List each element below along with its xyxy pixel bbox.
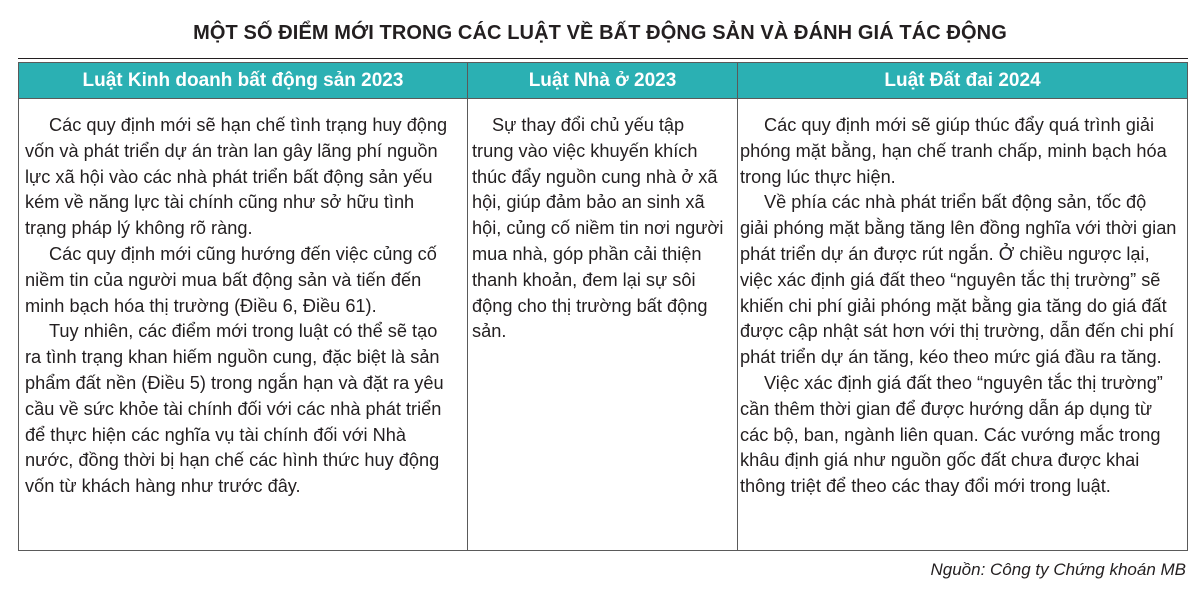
source-note: Nguồn: Công ty Chứng khoán MB [930, 560, 1186, 579]
table-title: MỘT SỐ ĐIỂM MỚI TRONG CÁC LUẬT VỀ BẤT ĐỘNG SẢN VÀ ĐÁNH GIÁ TÁC ĐỘNG [193, 22, 1007, 44]
column-body [738, 99, 1187, 500]
paragraph: Các quy định mới cũng hướng đến việc củng cố niềm tin của người mua bất động sản và tiến đến minh bạch hóa thị trường (Điều 6, Điều 61). [25, 243, 437, 316]
column-housing-law [467, 63, 737, 550]
column-header: Luật Nhà ở 2023 [468, 63, 737, 99]
paragraph: Tuy nhiên, các điểm mới trong luật có thể sẽ tạo ra tình trạng khan hiếm nguồn cung, đặc biệt là sản phẩm đất nền (Điều 5) trong ngắn hạn và đặt ra yêu cầu về sức khỏe tài chính đối với các nhà phát triển để thực hiện các nghĩa vụ tài chính đối với Nhà nước, đồng thời bị hạn chế các hình thức huy động vốn từ khách hàng như trước đây. [25, 321, 444, 497]
paragraph: Việc xác định giá đất theo “nguyên tắc thị trường” cần thêm thời gian để được hướng dẫn áp dụng từ các bộ, ban, ngành liên quan. Các vướng mắc trong khâu định giá như nguồn gốc đất chưa được khai thông triệt để theo các thay đổi mới trong luật. [740, 372, 1163, 497]
paragraph: Các quy định mới sẽ giúp thúc đẩy quá trình giải phóng mặt bằng, hạn chế tranh chấp, minh bạch hóa trong lúc thực hiện. [740, 115, 1167, 187]
column-body [468, 99, 737, 345]
column-land-law [737, 63, 1187, 550]
column-real-estate-business-law [19, 63, 467, 550]
column-header: Luật Đất đai 2024 [738, 63, 1187, 99]
comparison-table [18, 62, 1188, 551]
paragraph: Sự thay đổi chủ yếu tập trung vào việc khuyến khích thúc đẩy nguồn cung nhà ở xã hội, giúp đảm bảo an sinh xã hội, củng cố niềm tin nơi người mua nhà, góp phần cải thiện thanh khoản, đem lại sự sôi động cho thị trường bất động sản. [472, 115, 724, 342]
paragraph: Các quy định mới sẽ hạn chế tình trạng huy động vốn và phát triển dự án tràn lan gây lãng phí nguồn lực xã hội vào các nhà phát triển bất động sản yếu kém về năng lực tài chính cũng như sở hữu tình trạng pháp lý không rõ ràng. [25, 115, 448, 239]
column-body [19, 99, 467, 500]
column-header: Luật Kinh doanh bất động sản 2023 [19, 63, 467, 99]
title-divider [18, 58, 1188, 59]
paragraph: Về phía các nhà phát triển bất động sản, tốc độ giải phóng mặt bằng tăng lên đồng nghĩa với thời gian phát triển dự án được rút ngắn. Ở chiều ngược lại, việc xác định giá đất theo “nguyên tắc thị trường” sẽ khiến chi phí giải phóng mặt bằng gia tăng do giá đất được cập nhật sát hơn với thị trường, dẫn đến chi phí phát triển dự án tăng, kéo theo mức giá đầu ra tăng. [740, 192, 1177, 368]
